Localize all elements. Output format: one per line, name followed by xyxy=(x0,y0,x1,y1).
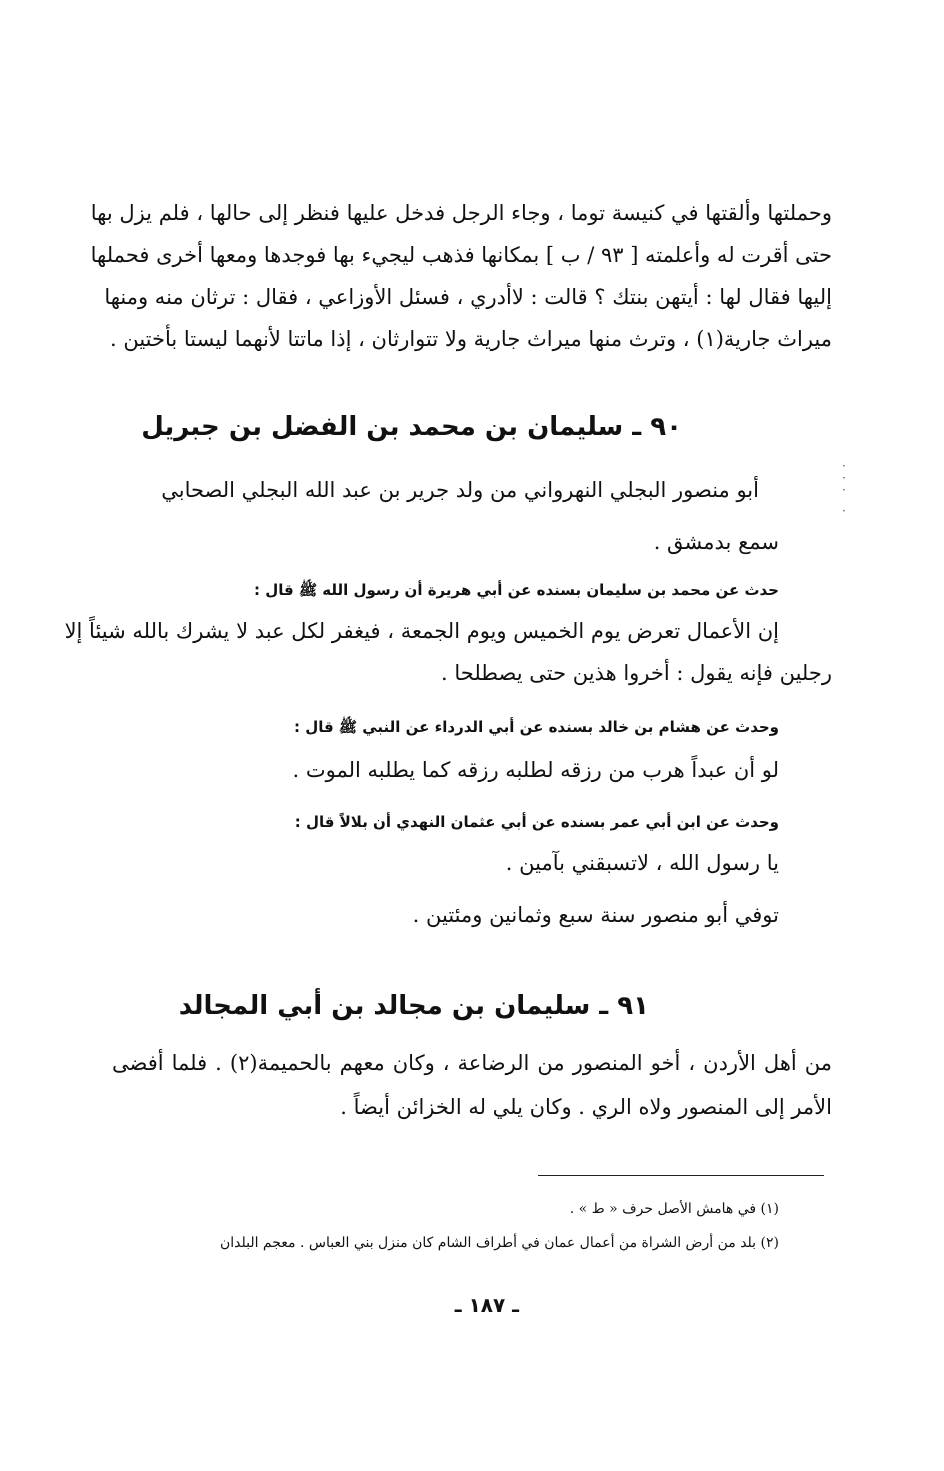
entry-heading: ٩١ ـ سليمان بن مجالد بن أبي المجالد xyxy=(178,991,649,1021)
hadith-line: إن الأعمال تعرض يوم الخميس ويوم الجمعة ، فيغفر لكل عبد لا يشرك بالله شيئاً إلا xyxy=(64,619,779,643)
hadith-line: يا رسول الله ، لاتسبقني بآمين . xyxy=(505,851,779,875)
footnote: (٢) بلد من أرض الشراة من أعمال عمان في أطراف الشام كان منزل بني العباس . معجم البلدان xyxy=(219,1235,779,1251)
biography-text: من أهل الأردن ، أخو المنصور من الرضاعة ، وكان معهم بالحميمة(٢) . فلما أفضى xyxy=(112,1051,832,1075)
paragraph-line: إليها فقال لها : أيتهن بنتك ؟ قالت : لاأدري ، فسئل الأوزاعي ، فقال : ترثان منه ومنها xyxy=(104,285,832,309)
scan-artifact: · · · xyxy=(842,459,846,497)
isnad-line: وحدث عن ابن أبي عمر بسنده عن أبي عثمان النهدي أن بلالاً قال : xyxy=(294,813,779,831)
scan-artifact: · xyxy=(842,504,846,518)
footnote-separator xyxy=(538,1175,824,1176)
paragraph-line: وحملتها وألقتها في كنيسة توما ، وجاء الرجل فدخل عليها فنظر إلى حالها ، فلم يزل بها xyxy=(90,201,832,225)
death-note: توفي أبو منصور سنة سبع وثمانين ومئتين . xyxy=(412,903,779,927)
hadith-line: رجلين فإنه يقول : أخروا هذين حتى يصطلحا . xyxy=(441,661,832,685)
page-number: ـ ١٨٧ ـ xyxy=(454,1293,519,1317)
paragraph-line: ميراث جارية(١) ، وترث منها ميراث جارية ولا تتوارثان ، إذا ماتتا لأنهما ليستا بأختين . xyxy=(109,327,832,351)
isnad-line: حدث عن محمد بن سليمان بسنده عن أبي هريرة أن رسول الله ﷺ قال : xyxy=(254,581,779,599)
paragraph-line: حتى أقرت له وأعلمته [ ٩٣ / ب ] بمكانها فذهب ليجيء بها فوجدها ومعها أخرى فحملها xyxy=(90,243,832,267)
biography-text: سمع بدمشق . xyxy=(653,530,779,554)
hadith-line: لو أن عبداً هرب من رزقه لطلبه رزقه كما يطلبه الموت . xyxy=(292,758,779,782)
biography-lineage: أبو منصور البجلي النهرواني من ولد جرير بن عبد الله البجلي الصحابي xyxy=(161,478,759,502)
footnote: (١) في هامش الأصل حرف « ط » . xyxy=(569,1201,779,1217)
entry-heading: ٩٠ ـ سليمان بن محمد بن الفضل بن جبريل xyxy=(141,412,682,442)
isnad-line: وحدث عن هشام بن خالد بسنده عن أبي الدرداء عن النبي ﷺ قال : xyxy=(293,718,779,736)
biography-text: الأمر إلى المنصور ولاه الري . وكان يلي له الخزائن أيضاً . xyxy=(340,1095,832,1119)
